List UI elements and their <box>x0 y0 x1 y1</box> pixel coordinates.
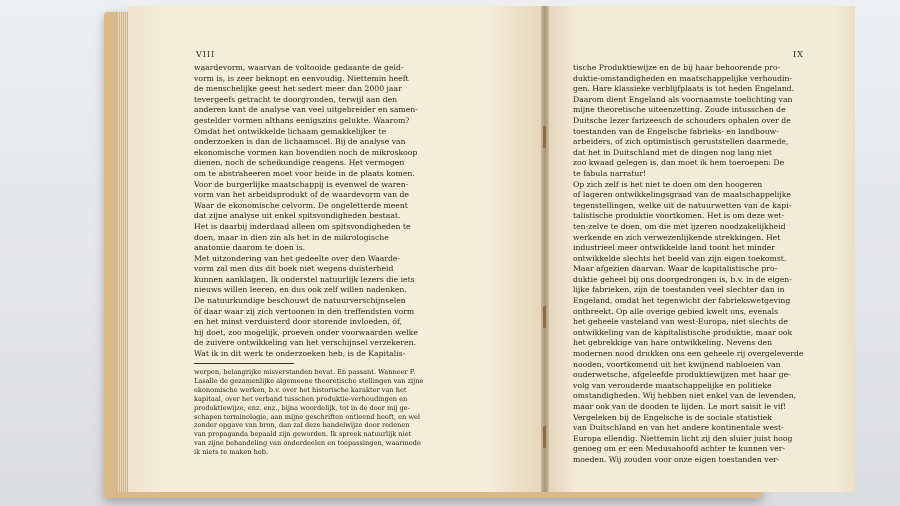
text-line: werkende en zich verwezenlijkende strekkingen. Het <box>573 232 781 242</box>
text-line: ontwikkeling van de kapitalistische produktie, maar ook <box>573 327 793 337</box>
text-line: ekonomische werken, b.v. over het historische karakter van het <box>194 385 407 394</box>
text-line: duktie-omstandigheden en maatschappelijke verhoudin- <box>573 73 793 83</box>
text-line: Wat ik in dit werk te onderzoeken heb, is de Kapitalis- <box>194 349 406 359</box>
text-line: de menschelijke geest het sedert meer dan 2000 jaar <box>194 84 402 94</box>
left-page-number: VIII <box>196 50 216 59</box>
left-page <box>128 6 545 492</box>
text-line: tische Produktiewijze en de bij haar behoorende pro- <box>573 63 781 72</box>
open-book <box>104 6 804 498</box>
text-line: produktiewijze, enz. enz., bijna woordelijk, tot in de door mij ge- <box>194 403 410 412</box>
text-line: hij doet, zoo mogelijk, proeven onder voorwaarden welke <box>194 327 418 337</box>
text-line: ontwikkelde slechts het beeld van zijn eigen toekomst. <box>573 253 787 263</box>
text-line: om te abstraheeren moet voor beide in de plaats komen. <box>194 168 415 178</box>
text-line: schapen terminologie, aan mijne geschriften ontleend heeft, en wel <box>194 412 420 421</box>
text-line: te fabula narratur! <box>573 168 647 178</box>
text-line: Vergeleken bij de Engelsche is de sociale statistiek <box>573 412 772 422</box>
text-line: talistische produktie voortkomen. Het is om deze wet- <box>573 211 785 221</box>
footnote-rule <box>194 363 294 364</box>
text-line: toestanden van de Engelsche fabrieks- en landbouw- <box>573 126 779 136</box>
text-line: doen, maar in dien zin als het in de mikrologische <box>194 232 389 242</box>
text-line: anatomie daarom te doen is. <box>194 243 306 253</box>
text-line: werpen, belangrijke misverstanden bevat. En passant. Wanneer F. <box>194 368 416 376</box>
text-line: van propaganda bepaald zijn geworden. Ik spreek natuurlijk niet <box>194 430 412 439</box>
text-line: óf daar waar zij zich vertoonen in den treffendsten vorm <box>194 306 415 316</box>
text-line: moeden. Wij zouden voor onze eigen toestanden ver- <box>573 454 780 464</box>
text-line: industrieel meer ontwikkelde land toont het minder <box>573 243 775 253</box>
binding-thread <box>543 306 546 328</box>
text-line: Lasalle de gezamenlijke algemeene theoretische stellingen van zijne <box>194 376 424 385</box>
text-line: De natuurkundige beschouwt de natuurverschijnselen <box>194 296 406 306</box>
right-page <box>545 6 855 492</box>
text-line: waardevorm, waarvan de voltooide gedaante de geld- <box>194 63 404 72</box>
text-line: dat zijne analyse uit enkel spitsvondigheden bestaat. <box>194 211 401 221</box>
text-line: ten-zelve te doen, om die met ijzeren noodzakelijkheid <box>573 221 786 231</box>
text-line: vorm zal men dus dit boek niet wegens duisterheid <box>194 264 394 274</box>
text-line: Het is daarbij inderdaad alleen om spitsvondigheden te <box>194 221 411 231</box>
book-gutter <box>541 6 549 492</box>
text-line: arbeiders, of zich optimistisch geruststellen daarmede, <box>573 137 789 147</box>
text-line: Omdat het ontwikkelde lichaam gemakkelijker te <box>194 126 387 136</box>
text-line: zonder opgave van bron, dan zal deze handelwijze door redenen <box>194 421 410 430</box>
text-line: ik niets te maken heb. <box>194 448 269 457</box>
text-line: Met uitzondering van het gedeelte over den Waarde- <box>194 253 401 263</box>
text-line: Duitsche lezer farizeesch de schouders ophalen over de <box>573 115 791 125</box>
text-line: en het minst verduisterd door storende invloeden, óf, <box>194 317 403 327</box>
text-line: de zuivere ontwikkeling van het verschijnsel verzekeren. <box>194 338 417 348</box>
text-line: Op zich zelf is het niet te doen om den hoogeren <box>573 179 763 189</box>
right-page-text <box>573 63 831 466</box>
text-line: Daarom dient Engeland als voornaamste toelichting van <box>573 94 793 104</box>
text-line: zoo kwaad gelegen is, dan moet ik hem toeroepen: De <box>573 158 785 168</box>
text-line: ontbreekt. Op alle overige gebied kwelt ons, evenals <box>573 306 779 316</box>
text-line: Maar afgezien daarvan. Waar de kapitalistische pro- <box>573 264 778 274</box>
text-line: kapitaal, over het verband tusschen produktie-verhoudingen en <box>194 394 408 403</box>
text-line: gen. Hare klassieke verblijfplaats is tot heden Engeland. <box>573 84 795 94</box>
left-page-text <box>194 63 498 360</box>
text-line: vorm van het arbeidsprodukt of de waardevorm van de <box>194 190 409 200</box>
left-page-footnote <box>194 368 498 457</box>
text-line: nooden, voortkomend uit het kwijnend nabloeien van <box>573 359 781 369</box>
text-line: anderen kant de analyse van veel uitgebreider en samen- <box>194 105 418 115</box>
text-line: volg van verouderde maatschappelijke en politieke <box>573 380 772 390</box>
text-line: dat het in Duitschland met de dingen nog lang niet <box>573 147 772 157</box>
text-line: tevergeefs getracht te doorgronden, terwijl aan den <box>194 94 398 104</box>
text-line: of lageren ontwikkelingsgraad van de maatschappelijke <box>573 190 791 200</box>
text-line: Engeland, omdat het tegenwicht der fabriekswetgeving <box>573 296 791 306</box>
text-line: onderzoeken is dan de lichaamscel. Bij de analyse van <box>194 137 406 147</box>
text-line: tegenstellingen, welke uit de natuurwetten van de kapi- <box>573 200 792 210</box>
text-line: maar ook van de dooden te lijden. Le mort saisit le vif! <box>573 402 787 411</box>
text-line: van Duitschland en van het andere kontinentale west- <box>573 423 784 433</box>
text-line: genoeg om er een Medusahoofd achter te kunnen ver- <box>573 444 786 454</box>
text-line: het geheele vasteland van west-Europa, niet slechts de <box>573 317 788 327</box>
right-page-number: IX <box>793 50 804 59</box>
text-line: kunnen aanklagen. Ik onderstel natuurlijk lezers die iets <box>194 274 415 284</box>
text-line: mijne theoretische uiteenzetting. Zoude intusschen de <box>573 105 786 115</box>
text-line: omstandigheden. Wij hebben niet enkel van de levenden, <box>573 391 796 401</box>
text-line: lijke fabrieken, zijn de toestanden veel slechter dan in <box>573 285 785 295</box>
text-line: Voor de burgerlijke maatschappij is evenwel de waren- <box>194 179 409 189</box>
text-line: duktie geheel bij ons doorgedrongen is, b.v. in de eigen- <box>573 274 792 284</box>
text-line: Waar de ekonomische celvorm. De ongeletterde meent <box>194 200 408 210</box>
text-line: ouderwetsche, afgeleefde produktiewijzen met haar ge- <box>573 370 791 380</box>
binding-thread <box>543 426 546 448</box>
text-line: gestelder vormen althans eenigszins gelukte. Waarom? <box>194 115 410 125</box>
text-line: Europa ellendig. Niettemin licht zij den sluier juist hoog <box>573 433 793 443</box>
text-line: modernen nood drukken ons een geheele rij overgeleverde <box>573 349 804 359</box>
text-line: dienen, noch de scheikundige reagens. Het vermogen <box>194 158 405 168</box>
binding-thread <box>543 126 546 148</box>
text-line: van zijne behandeling van onderdeelen en toepassingen, waarmede <box>194 439 421 448</box>
text-line: nieuws willen leeren, en dus ook zelf willen nadenken. <box>194 285 407 295</box>
text-line: het gebrekkige van hare ontwikkeling. Nevens den <box>573 338 773 348</box>
text-line: ekonomische vormen kan bovendien noch de mikroskoop <box>194 147 418 157</box>
text-line: vorm is, is zeer beknopt en eenvoudig. Niettemin heeft <box>194 73 409 83</box>
